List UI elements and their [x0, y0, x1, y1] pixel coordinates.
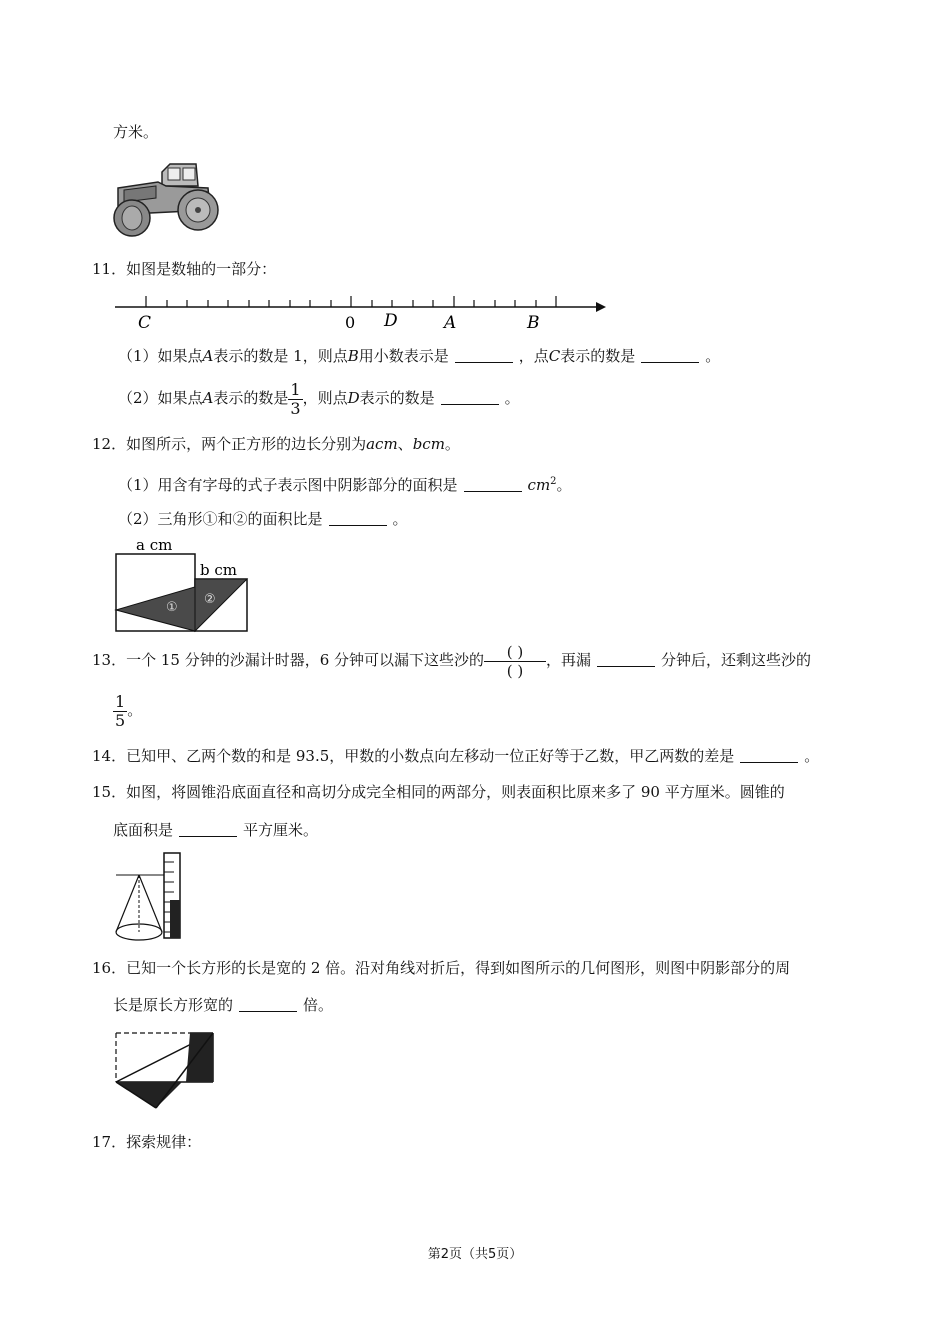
q12-stem: 12．如图所示，两个正方形的边长分别为acm、bcm。 [92, 435, 460, 453]
region-mark-2: ② [204, 592, 216, 607]
number-line [110, 292, 610, 334]
q11-part1: （1）如果点A表示的数是 1，则点B用小数表示是 ，点C表示的数是 。 [118, 347, 721, 365]
paren-fraction[interactable]: $\frac{( )}{( )}$ [484, 643, 546, 680]
q15-line2: 底面积是 平方厘米。 [113, 821, 319, 839]
q12-part2: （2）三角形①和②的面积比是 。 [118, 510, 408, 528]
answer-blank[interactable] [179, 820, 237, 837]
answer-blank[interactable] [455, 346, 513, 363]
road-roller-image [110, 158, 220, 240]
answer-blank[interactable] [239, 995, 297, 1012]
q13-line2: $\frac{1}{5}$ 。 [115, 691, 143, 730]
q11-part2: （2）如果点A表示的数是 $\frac{1}{3}$ ，则点D表示的数是 。 [118, 379, 520, 418]
answer-blank[interactable] [464, 475, 522, 492]
figure-label-a: a cm [136, 536, 173, 554]
answer-blank[interactable] [641, 346, 699, 363]
q16-line1: 16．已知一个长方形的长是宽的 2 倍。沿对角线对折后，得到如图所示的几何图形，则图中阴影部分的周 [92, 959, 791, 977]
fraction: $\frac{1}{3}$ [290, 379, 301, 418]
fraction: $\frac{1}{5}$ [115, 691, 126, 730]
cone-figure [108, 850, 188, 945]
axis-label-b: B [527, 313, 540, 333]
answer-blank[interactable] [329, 509, 387, 526]
q14-line: 14．已知甲、乙两个数的和是 93.5，甲数的小数点向左移动一位正好等于乙数，甲乙两数的差是 。 [92, 747, 820, 765]
q12-part1: （1）用含有字母的式子表示图中阴影部分的面积是 $cm^2$。 [118, 476, 572, 494]
q16-line2: 长是原长方形宽的 倍。 [113, 996, 334, 1014]
axis-label-c: C [138, 313, 152, 333]
answer-blank[interactable] [441, 388, 499, 405]
answer-blank[interactable] [597, 650, 655, 667]
axis-label-d: D [384, 311, 398, 331]
figure-label-b: b cm [200, 561, 237, 579]
axis-label-zero: 0 [345, 313, 356, 332]
answer-blank[interactable] [740, 746, 798, 763]
square-figure [112, 536, 254, 636]
page-footer: 第2页（共5页） [427, 1247, 523, 1262]
fold-figure [112, 1030, 218, 1112]
q13-line1: 13．一个 15 分钟的沙漏计时器，6 分钟可以漏下这些沙的 $\frac{( )}{( )}$ ，再漏 分钟后，还剩这些沙的 [92, 642, 812, 680]
q15-line1: 15．如图，将圆锥沿底面直径和高切分成完全相同的两部分，则表面积比原来多了 90 平方厘米。圆锥的 [92, 783, 785, 801]
q17-line: 17．探索规律： [92, 1133, 202, 1151]
region-mark-1: ① [166, 600, 178, 615]
axis-label-a: A [444, 313, 457, 333]
q10-tail: 方米。 [113, 123, 159, 141]
q11-stem: 11．如图是数轴的一部分： [92, 260, 277, 278]
